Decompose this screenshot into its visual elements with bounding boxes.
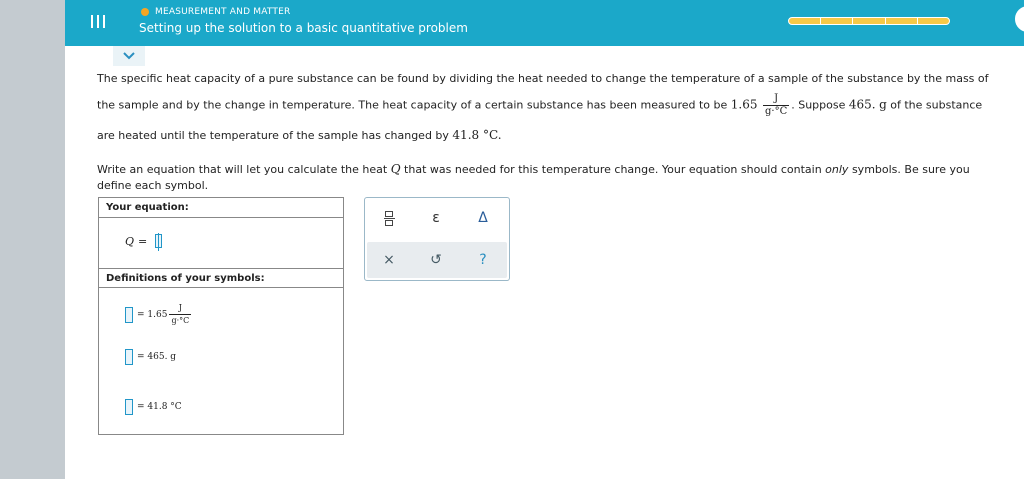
question-text: are heated until the temperature of the sample has changed by (97, 129, 449, 142)
question-text: . (497, 128, 502, 142)
temperature-change-value: 41.8 °C (452, 128, 498, 142)
topic-row (141, 6, 290, 18)
page-title: Setting up the solution to a basic quantitative problem (139, 21, 468, 35)
question-text: the sample and by the change in temperature. The heat capacity of a certain substance has been measured to be (97, 98, 728, 112)
definitions-header: Definitions of your symbols: (99, 268, 343, 288)
undo-button[interactable]: ↺ (430, 252, 442, 268)
heat-capacity-unit (763, 93, 789, 118)
question-line-2 (97, 93, 982, 118)
definition-value: = 41.8 °C (137, 402, 182, 412)
epsilon-button[interactable]: ε (432, 210, 440, 226)
symbol-palette (364, 197, 510, 281)
heat-symbol: Q (390, 162, 401, 176)
definition-row (125, 349, 176, 365)
heat-capacity-value: 1.65 (730, 97, 758, 112)
fraction-button[interactable] (377, 206, 401, 230)
answer-box (98, 197, 344, 435)
menu-icon[interactable] (85, 8, 111, 34)
unit-denominator: g·°C (171, 316, 190, 325)
definition-row (125, 302, 193, 327)
instruction-text: Write an equation that will let you calculate the heat (97, 163, 388, 176)
mass-value: 465. (848, 97, 876, 112)
instruction-line-1 (97, 162, 970, 176)
instruction-text: define each symbol. (97, 179, 209, 192)
unit-denominator: g·°C (764, 106, 788, 117)
symbol-input[interactable] (125, 307, 133, 323)
topic-label: MEASUREMENT AND MATTER (155, 7, 291, 17)
left-gutter (0, 0, 65, 479)
symbol-input[interactable] (125, 399, 133, 415)
symbol-input[interactable] (125, 349, 133, 365)
unit-numerator: J (763, 93, 789, 106)
instruction-line-2 (97, 179, 208, 192)
equation-input[interactable] (155, 234, 162, 248)
mass-unit: g (879, 97, 887, 112)
clear-button[interactable]: × (383, 252, 395, 268)
definition-value: = 1.65 (137, 309, 168, 320)
fraction-icon (384, 211, 395, 226)
instruction-text: that was needed for this temperature change. Your equation should contain (404, 163, 822, 176)
help-button[interactable]: ? (479, 252, 487, 268)
question-text: The specific heat capacity of a pure substance can be found by dividing the heat needed to change the temperature of a sample of the substance by the mass of (97, 72, 989, 85)
delta-button[interactable]: Δ (478, 210, 488, 226)
collapse-toggle[interactable] (113, 46, 145, 66)
progress-bar (788, 17, 950, 25)
definition-unit (169, 302, 191, 327)
definition-value: = 465. g (137, 352, 177, 362)
question-line-1 (97, 72, 989, 85)
topic-dot-icon (141, 8, 149, 16)
question-text: of the substance (890, 98, 983, 112)
instruction-text: symbols. Be sure you (851, 163, 970, 176)
instruction-emphasis: only (825, 163, 849, 176)
chevron-down-icon (123, 52, 135, 60)
equation-line (125, 234, 162, 248)
equation-header: Your equation: (99, 198, 343, 218)
question-line-3 (97, 128, 502, 142)
question-text: . Suppose (791, 98, 846, 112)
unit-numerator: J (169, 302, 191, 315)
equals-sign: = (138, 234, 148, 248)
equation-lhs: Q (125, 234, 135, 248)
definition-row (125, 399, 182, 415)
